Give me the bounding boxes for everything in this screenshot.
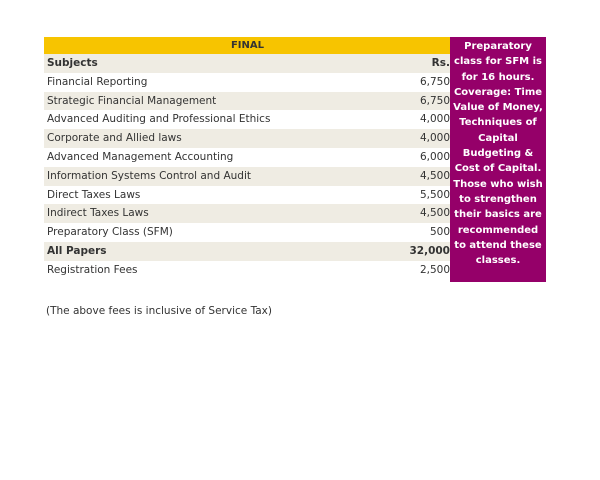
registration-amount: 2,500 [385, 261, 450, 280]
amount-column-header: Rs. [385, 54, 450, 73]
table-header-row [44, 37, 450, 54]
subject-cell: Corporate and Allied laws [44, 129, 385, 148]
table-row [44, 92, 450, 111]
subject-cell: Direct Taxes Laws [44, 186, 385, 205]
amount-cell: 500 [385, 223, 450, 242]
table-row [44, 186, 450, 205]
amount-cell: 4,000 [385, 110, 450, 129]
registration-row [44, 261, 450, 280]
column-header-row [44, 54, 450, 73]
registration-label: Registration Fees [44, 261, 385, 280]
preparatory-class-note: Preparatory class for SFM is for 16 hours. Coverage: Time Value of Money, Techniques of Capital Budgeting & Cost of Capital. Those who wish to strengthen their basics are recommended to attend these classes. [450, 37, 546, 282]
table-row [44, 223, 450, 242]
table-row [44, 129, 450, 148]
service-tax-footnote: (The above fees is inclusive of Service Tax) [46, 305, 272, 317]
amount-cell: 4,500 [385, 204, 450, 223]
subject-cell: Strategic Financial Management [44, 92, 385, 111]
subject-cell: Advanced Auditing and Professional Ethics [44, 110, 385, 129]
total-label: All Papers [44, 242, 385, 261]
fees-table [44, 37, 450, 280]
subject-cell: Preparatory Class (SFM) [44, 223, 385, 242]
subjects-column-header: Subjects [44, 54, 385, 73]
amount-cell: 6,750 [385, 73, 450, 92]
subject-cell: Financial Reporting [44, 73, 385, 92]
amount-cell: 6,000 [385, 148, 450, 167]
subject-cell: Advanced Management Accounting [44, 148, 385, 167]
amount-cell: 6,750 [385, 92, 450, 111]
total-amount: 32,000 [385, 242, 450, 261]
subject-cell: Indirect Taxes Laws [44, 204, 385, 223]
table-row [44, 204, 450, 223]
table-title: FINAL [44, 37, 450, 54]
table-row [44, 110, 450, 129]
amount-cell: 4,000 [385, 129, 450, 148]
amount-cell: 5,500 [385, 186, 450, 205]
table-row [44, 167, 450, 186]
amount-cell: 4,500 [385, 167, 450, 186]
table-row [44, 148, 450, 167]
table-row [44, 73, 450, 92]
total-row [44, 242, 450, 261]
subject-cell: Information Systems Control and Audit [44, 167, 385, 186]
